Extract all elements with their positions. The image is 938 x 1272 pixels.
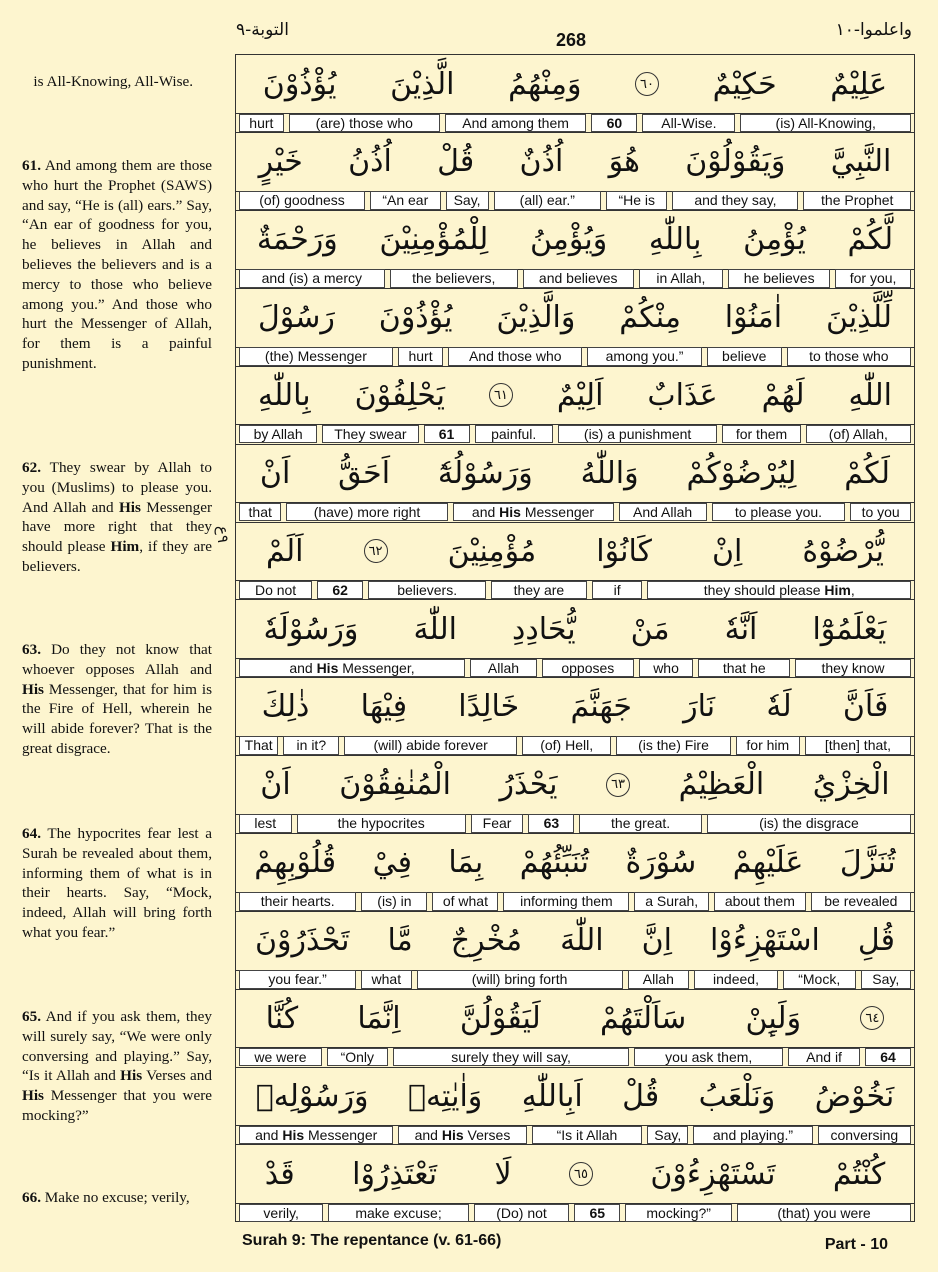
english-word-cell: (is) a punishment [558, 425, 718, 444]
english-word-cell: Say, [861, 970, 911, 989]
arabic-word: وَرَسُوْلُهٗٓ [437, 455, 533, 491]
english-word-cell: And if [788, 1048, 860, 1067]
english-word-cell: informing them [503, 892, 629, 911]
english-word-cell: among you.” [587, 347, 701, 366]
english-line [236, 814, 914, 833]
english-word-cell: (the) Messenger [239, 347, 393, 366]
translation-text: And among them are those who hurt the Prophet (SAWS) and say, “He is (all) ears.” Say, “An ear of goodness for you, he believes in Allah and believes the believers and is a mercy to those who believe among you.” And those who hurt the Messenger of Allah, for them is a painful punishment. [22, 157, 212, 372]
translation-text: is All-Knowing, All-Wise. [33, 73, 194, 90]
arabic-word: تَسْتَهْزِءُوْنَ [650, 1156, 776, 1192]
english-word-cell: a Surah, [634, 892, 709, 911]
arabic-word: اَلَمْ [266, 533, 304, 569]
english-line [236, 114, 914, 133]
arabic-line [236, 522, 914, 580]
english-word-cell: what [361, 970, 411, 989]
arabic-line [236, 756, 914, 814]
arabic-word: وَاللّٰهُ [580, 455, 639, 491]
translation-text: And if you ask them, they will surely say, “We were only conversing and playing.” Say, “Is it Allah and His Verses and His Messenger that you were mocking?” [22, 1008, 212, 1124]
english-word-cell: the great. [579, 814, 702, 833]
english-word-cell: if [592, 581, 643, 600]
arabic-word: يُؤْمِنُ [743, 222, 806, 258]
verse-number-cell: 63 [528, 814, 574, 833]
arabic-word: قَدْ [264, 1156, 295, 1192]
english-line [236, 970, 914, 989]
arabic-line [236, 912, 914, 970]
arabic-word: اَبِاللّٰهِ [521, 1078, 583, 1114]
part-label: Part - 10 [824, 1236, 888, 1253]
english-word-cell: (is) in [361, 892, 427, 911]
ruku-mark: ٩ع [214, 526, 232, 544]
arabic-word: لَّكُمْ [847, 222, 894, 258]
translation-paragraph [22, 1188, 212, 1208]
arabic-word: اسْتَهْزِءُوْا [710, 923, 820, 959]
arabic-word: قُلْ [437, 144, 475, 180]
english-word-cell: about them [714, 892, 806, 911]
english-word-cell: (will) bring forth [417, 970, 623, 989]
english-word-cell: And Allah [619, 503, 707, 522]
english-word-cell: Say, [446, 191, 489, 210]
english-word-cell: you fear.” [239, 970, 356, 989]
surah-label-arabic: التوبة-٩ [236, 20, 289, 40]
arabic-word: قُلِ [857, 923, 895, 959]
arabic-word: اٰمَنُوْا [724, 300, 783, 336]
english-word-cell: surely they will say, [393, 1048, 630, 1067]
english-line [236, 347, 914, 366]
arabic-word: مِنْكُمْ [619, 300, 681, 336]
english-line [236, 892, 914, 911]
arabic-word: النَّبِيَّ [830, 144, 892, 180]
arabic-word: اَنْ [259, 455, 291, 491]
arabic-word: لَهٗ [766, 689, 792, 725]
verse-number: 65. [22, 1008, 41, 1025]
english-word-cell: (are) those who [289, 114, 440, 133]
arabic-line [236, 211, 914, 269]
arabic-word: وَالَّذِيْنَ [496, 300, 576, 336]
english-word-cell: the believers, [390, 269, 518, 288]
english-line [236, 191, 914, 210]
translation-text: Do they not know that whoever opposes Allah and His Messenger, that for him is the Fire of Hell, wherein he will abide forever? That is the great disgrace. [22, 641, 213, 757]
english-word-cell: (is) All-Knowing, [740, 114, 911, 133]
arabic-word: يُّرْضُوْهُ [802, 533, 884, 569]
arabic-word: بِاللّٰهِ [648, 222, 702, 258]
english-line [236, 581, 914, 600]
english-word-cell: they should please Him, [647, 581, 911, 600]
verse-number: 66. [22, 1189, 41, 1206]
verse-number: 62. [22, 459, 41, 476]
arabic-word: فِيْ [372, 845, 412, 881]
arabic-word: وَيُؤْمِنُ [529, 222, 608, 258]
arabic-word: لَكُمْ [844, 455, 890, 491]
english-word-cell: “He is [606, 191, 667, 210]
english-word-cell: and playing.” [693, 1126, 812, 1145]
ayah-number-marker: ٦٣ [606, 773, 630, 797]
arabic-word: اللّٰهِ [848, 377, 892, 413]
english-word-cell: Fear [471, 814, 524, 833]
arabic-line [236, 1067, 914, 1125]
english-word-cell: (of) goodness [239, 191, 365, 210]
arabic-line [236, 366, 914, 424]
arabic-word: اللّٰهَ [560, 923, 604, 959]
verse-row [236, 756, 914, 834]
english-word-cell: “An ear [370, 191, 441, 210]
arabic-word: اَحَقُّ [338, 455, 391, 491]
english-word-cell: opposes [542, 659, 634, 678]
english-word-cell: (is the) Fire [616, 736, 730, 755]
verse-number: 61. [22, 157, 41, 174]
arabic-word: رَسُوْلَ [257, 300, 335, 336]
arabic-word: عَلَيْهِمْ [732, 845, 804, 881]
arabic-word: وَلَىِٕنْ [745, 1000, 802, 1036]
arabic-word: وَنَلْعَبُ [698, 1078, 776, 1114]
english-word-cell: Allah [628, 970, 690, 989]
arabic-word: فِيْهَا [360, 689, 408, 725]
verse-row [236, 600, 914, 678]
translation-paragraph [22, 1007, 212, 1126]
verse-number-cell: 62 [317, 581, 363, 600]
arabic-word: اللّٰهَ [413, 611, 457, 647]
arabic-word: تَعْتَذِرُوْا [352, 1156, 438, 1192]
arabic-word: اُذُنُ [348, 144, 392, 180]
english-word-cell: painful. [475, 425, 553, 444]
arabic-word: عَذَابٌ [647, 377, 718, 413]
arabic-word: يُؤْذُوْنَ [378, 300, 453, 336]
arabic-line [236, 444, 914, 502]
english-word-cell: lest [239, 814, 292, 833]
arabic-line [236, 133, 914, 191]
english-word-cell: believers. [368, 581, 486, 600]
arabic-word: هُوَ [608, 144, 640, 180]
english-word-cell: their hearts. [239, 892, 356, 911]
english-line [236, 1204, 914, 1223]
english-word-cell: “Only [327, 1048, 388, 1067]
ayah-number-marker: ٦٥ [569, 1162, 593, 1186]
verse-number-cell: 64 [865, 1048, 911, 1067]
verse-number-cell: 61 [424, 425, 470, 444]
arabic-word: وَيَقُوْلُوْنَ [685, 144, 786, 180]
english-word-cell: and (is) a mercy [239, 269, 385, 288]
arabic-word: تُنَبِّئُهُمْ [519, 845, 590, 881]
arabic-word: قُلْ [622, 1078, 660, 1114]
word-by-word-grid [235, 54, 915, 1222]
english-word-cell: Do not [239, 581, 312, 600]
verse-row [236, 522, 914, 600]
arabic-line [236, 289, 914, 347]
translation-text: The hypocrites fear lest a Surah be revealed about them, informing them of what is in their hearts. Say, “Mock, indeed, Allah will bring forth what you fear.” [22, 825, 212, 941]
arabic-word: لَا [494, 1156, 512, 1192]
arabic-word: حَكِيْمٌ [712, 66, 777, 102]
arabic-word: مُؤْمِنِيْنَ [447, 533, 537, 569]
arabic-word: وَرَحْمَةٌ [256, 222, 338, 258]
english-word-cell: who [639, 659, 694, 678]
english-word-cell: mocking?” [625, 1204, 732, 1223]
english-word-cell: hurt [239, 114, 284, 133]
english-word-cell: by Allah [239, 425, 317, 444]
ayah-number-marker: ٦٢ [364, 539, 388, 563]
english-word-cell: Say, [647, 1126, 688, 1145]
english-word-cell: for them [722, 425, 800, 444]
english-word-cell: Allah [470, 659, 537, 678]
english-word-cell: That [239, 736, 278, 755]
translation-text: They swear by Allah to you (Muslims) to please you. And Allah and His Messenger have more right that they should please Him, if they are believers. [22, 459, 213, 575]
arabic-word: يُؤْذُوْنَ [262, 66, 337, 102]
english-word-cell: (all) ear.” [494, 191, 602, 210]
arabic-word: اِنَّمَا [357, 1000, 401, 1036]
translation-paragraph [22, 156, 212, 374]
english-word-cell: make excuse; [328, 1204, 468, 1223]
verse-number-cell: 65 [574, 1204, 620, 1223]
ayah-number-marker: ٦١ [489, 383, 513, 407]
page-number: 268 [556, 30, 587, 50]
english-line [236, 269, 914, 288]
english-word-cell: And those who [448, 347, 582, 366]
arabic-word: اَنَّهٗ [724, 611, 758, 647]
english-word-cell: hurt [398, 347, 443, 366]
arabic-word: مَنْ [630, 611, 670, 647]
arabic-line [236, 989, 914, 1047]
arabic-word: اَنْ [260, 767, 291, 803]
arabic-word: يَحْذَرُ [499, 767, 558, 803]
verse-row [236, 989, 914, 1067]
english-word-cell: and His Messenger, [239, 659, 465, 678]
verse-row [236, 211, 914, 289]
arabic-word: وَرَسُوْلَهٗ [263, 611, 359, 647]
arabic-word: تَحْذَرُوْنَ [255, 923, 350, 959]
arabic-word: الْمُنٰفِقُوْنَ [339, 767, 451, 803]
arabic-word: كَانُوْا [596, 533, 652, 569]
arabic-word: سَاَلْتَهُمْ [600, 1000, 687, 1036]
arabic-word: خَالِدًا [458, 689, 520, 725]
arabic-line [236, 678, 914, 736]
english-line [236, 659, 914, 678]
arabic-word: اِنَّ [641, 923, 672, 959]
english-word-cell: in it? [283, 736, 339, 755]
arabic-word: لِلْمُؤْمِنِيْنَ [379, 222, 489, 258]
translation-paragraph [22, 640, 212, 759]
english-word-cell: to those who [787, 347, 911, 366]
verse-number-cell: 60 [591, 114, 637, 133]
verse-row [236, 444, 914, 522]
english-word-cell: They swear [322, 425, 418, 444]
arabic-word: وَمِنْهُمُ [508, 66, 582, 102]
english-word-cell: indeed, [694, 970, 778, 989]
arabic-word: نَخُوْضُ [814, 1078, 895, 1114]
verse-row [236, 1145, 914, 1223]
english-word-cell: (of) Allah, [806, 425, 911, 444]
arabic-word: قُلُوْبِهِمْ [254, 845, 337, 881]
arabic-word: فَاَنَّ [842, 689, 889, 725]
english-word-cell: and they say, [672, 191, 798, 210]
english-word-cell: (will) abide forever [344, 736, 517, 755]
arabic-word: سُوْرَةٌ [625, 845, 697, 881]
ayah-number-marker: ٦٠ [635, 72, 659, 96]
english-word-cell: of what [432, 892, 498, 911]
english-word-cell: you ask them, [634, 1048, 783, 1067]
english-word-cell: verily, [239, 1204, 323, 1223]
english-word-cell: the Prophet [803, 191, 911, 210]
english-word-cell: that [239, 503, 281, 522]
arabic-word: يُّحَادِدِ [512, 611, 576, 647]
arabic-word: بِاللّٰهِ [257, 377, 311, 413]
arabic-word: جَهَنَّمَ [570, 689, 632, 725]
english-word-cell: conversing [818, 1126, 911, 1145]
ayah-number-marker: ٦٤ [860, 1006, 884, 1030]
verse-row [236, 912, 914, 990]
arabic-word: تُنَزَّلَ [839, 845, 896, 881]
english-word-cell: that he [698, 659, 790, 678]
arabic-word: يَعْلَمُوْٓا [812, 611, 887, 647]
verse-row [236, 289, 914, 367]
arabic-word: يَحْلِفُوْنَ [354, 377, 445, 413]
arabic-word: مُخْرِجٌ [450, 923, 523, 959]
english-word-cell: (Do) not [474, 1204, 570, 1223]
english-word-cell: believe [707, 347, 782, 366]
verse-row [236, 55, 914, 133]
english-word-cell: (have) more right [286, 503, 447, 522]
arabic-word: لِيُرْضُوْكُمْ [686, 455, 797, 491]
arabic-line [236, 1145, 914, 1203]
english-word-cell: in Allah, [639, 269, 724, 288]
arabic-word: اُذُنٌ [519, 144, 564, 180]
english-word-cell: we were [239, 1048, 322, 1067]
english-word-cell: All-Wise. [642, 114, 735, 133]
arabic-word: بِمَا [448, 845, 484, 881]
english-word-cell: they know [795, 659, 911, 678]
arabic-word: اَلِيْمٌ [556, 377, 604, 413]
english-word-cell: and His Messenger [453, 503, 614, 522]
english-word-cell: And among them [445, 114, 586, 133]
english-word-cell: and His Messenger [239, 1126, 393, 1145]
english-word-cell: to please you. [712, 503, 846, 522]
english-word-cell: the hypocrites [297, 814, 466, 833]
verse-row [236, 366, 914, 444]
juz-label-arabic: واعلموا-١٠ [835, 20, 912, 40]
arabic-word: كُنْتُمْ [832, 1156, 886, 1192]
english-line [236, 503, 914, 522]
arabic-word: اِنْ [711, 533, 743, 569]
english-word-cell: [then] that, [805, 736, 911, 755]
arabic-word: الْخِزْيُ [812, 767, 890, 803]
verse-row [236, 834, 914, 912]
arabic-line [236, 834, 914, 892]
arabic-word: لَيَقُوْلُنَّ [459, 1000, 541, 1036]
english-word-cell: and believes [523, 269, 634, 288]
english-line [236, 1048, 914, 1067]
english-word-cell: “Is it Allah [532, 1126, 643, 1145]
translation-paragraph [22, 458, 212, 577]
surah-title: Surah 9: The repentance (v. 61-66) [242, 1232, 502, 1249]
arabic-word: ذٰلِكَ [261, 689, 310, 725]
english-word-cell: for him [736, 736, 800, 755]
arabic-word: مَّا [387, 923, 413, 959]
arabic-line [236, 600, 914, 658]
translation-text: Make no excuse; verily, [44, 1189, 190, 1206]
arabic-word: لَهُمْ [761, 377, 805, 413]
english-word-cell: they are [491, 581, 587, 600]
arabic-word: كُنَّا [265, 1000, 299, 1036]
english-word-cell: to you [850, 503, 911, 522]
arabic-word: الَّذِيْنَ [390, 66, 455, 102]
verse-row [236, 133, 914, 211]
arabic-word: وَاٰيٰتِهٖ [407, 1078, 483, 1114]
arabic-word: وَرَسُوْلِهٖ [255, 1078, 369, 1114]
english-word-cell: and His Verses [398, 1126, 526, 1145]
translation-paragraph [22, 72, 212, 92]
arabic-word: نَارَ [683, 689, 716, 725]
english-word-cell: for you, [835, 269, 911, 288]
english-line [236, 736, 914, 755]
translation-paragraph [22, 824, 212, 943]
arabic-word: خَيْرٍ [258, 144, 303, 180]
english-word-cell: (is) the disgrace [707, 814, 911, 833]
english-word-cell: (of) Hell, [522, 736, 611, 755]
english-line [236, 1126, 914, 1145]
verse-number: 64. [22, 825, 41, 842]
verse-number: 63. [22, 641, 41, 658]
english-word-cell: “Mock, [783, 970, 856, 989]
arabic-word: الْعَظِيْمُ [678, 767, 765, 803]
arabic-word: لِّلَّذِيْنَ [826, 300, 893, 336]
english-word-cell: (that) you were [737, 1204, 911, 1223]
verse-row [236, 678, 914, 756]
english-word-cell: be revealed [811, 892, 911, 911]
arabic-line [236, 55, 914, 113]
english-word-cell: he believes [728, 269, 830, 288]
verse-row [236, 1067, 914, 1145]
english-line [236, 425, 914, 444]
arabic-word: عَلِيْمٌ [830, 66, 888, 102]
